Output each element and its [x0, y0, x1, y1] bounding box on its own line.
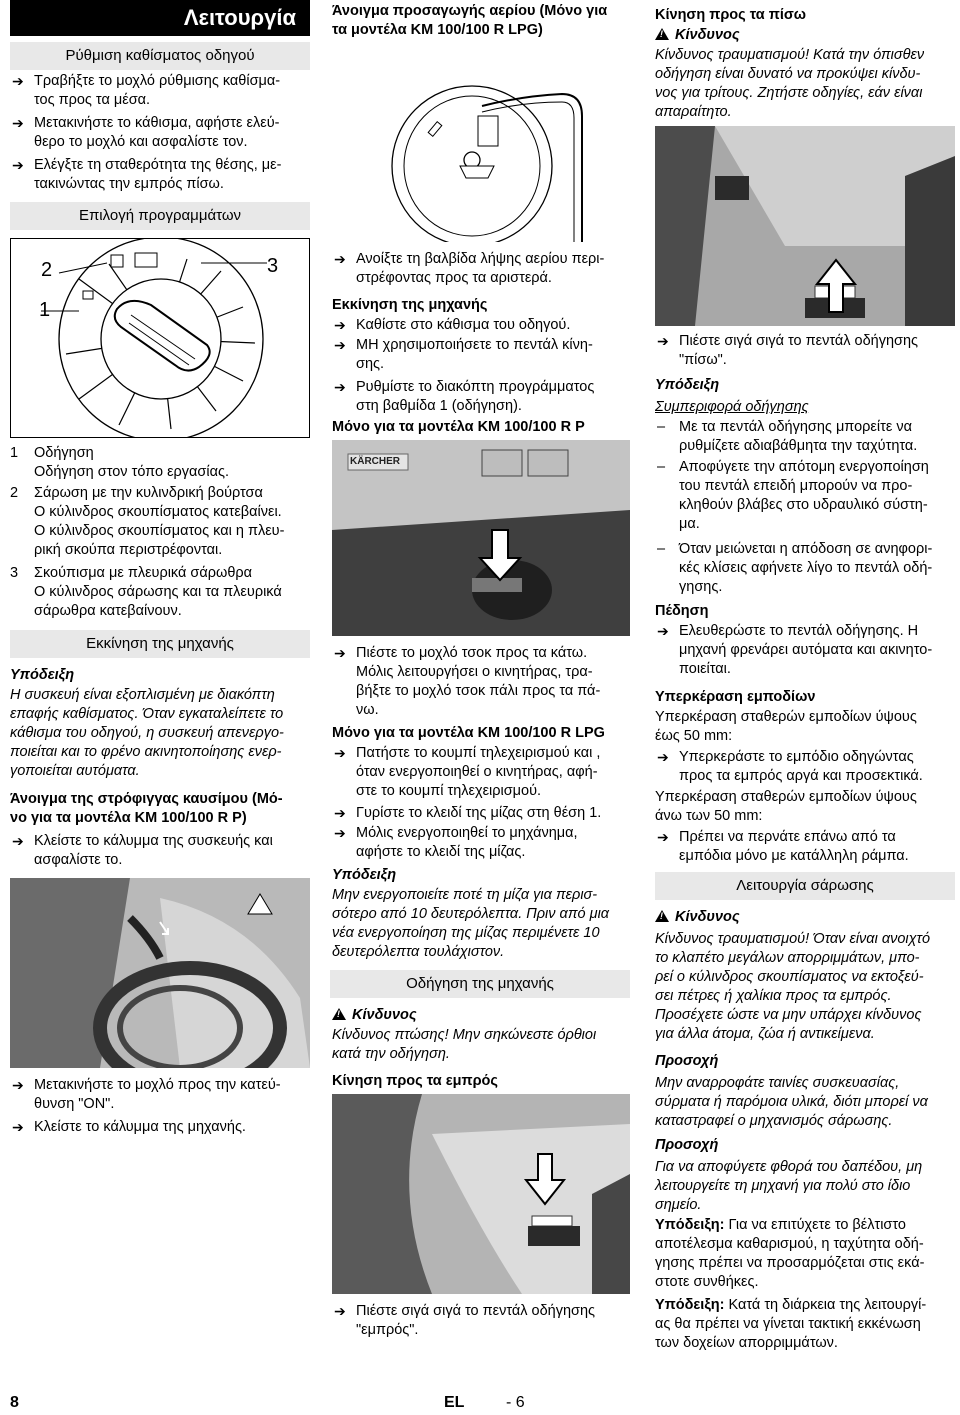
legend-number: 2: [10, 485, 19, 501]
note-title: Υπόδειξη: [655, 377, 720, 393]
caution-text: Για να αποφύγετε φθορά του δαπέδου, μη λειτουργείτε τη μηχανή για πολύ στο ίδιο σημείο.: [655, 1159, 923, 1213]
reverse-heading: Κίνηση προς τα πίσω: [655, 7, 807, 23]
tip-label: Υπόδειξη:: [655, 1297, 725, 1313]
fuel-tap-photo: [10, 878, 310, 1068]
fuel-tap-drawing: [10, 878, 310, 1068]
gas-valve-figure: [332, 46, 630, 242]
legend-text: Οδήγηση Οδήγηση στον τόπο εργασίας.: [34, 445, 229, 480]
danger-text: Κίνδυνος τραυματισμού! Κατά την όπισθεν οδήγηση είναι δυνατό να προκύψει κίνδυ- νος για τρίτους. Ζητήστε οδηγίες, εάν είναι απαραίτητο.: [655, 47, 925, 120]
program-dial-figure: [10, 238, 310, 438]
legend-text: Σάρωση με την κυλινδρική βούρτσα Ο κύλινδρος σκουπίσματος κατεβαίνει. Ο κύλινδρος σκουπίσματος και η πλευ- ρική σκούπα περιστρέφονται.: [34, 485, 285, 558]
behaviour-item: – Με τα πεντάλ οδήγησης μπορείτε να ρυθμίζετε αδιαβάθμητα την ταχύτητα.: [655, 418, 960, 456]
tip: [655, 1216, 955, 1292]
program-heading: Επιλογή προγραμμάτων: [10, 202, 310, 230]
fuel-step: ➔ Κλείστε το κάλυμμα της συσκευής και ασφαλίστε το.: [10, 832, 324, 870]
warning-icon: [655, 910, 669, 922]
gas-valve-drawing: [332, 46, 630, 242]
danger-title: [332, 1006, 417, 1025]
note-text: Μην ενεργοποιείτε ποτέ τη μίζα για περισ- σότερο από 10 δευτερόλεπτα. Πριν από μια νέα ενεργοποίηση της μίζας περιμένετε 10 δευτερόλεπτα τουλάχιστον.: [332, 887, 610, 960]
note-text: Η συσκευή είναι εξοπλισμένη με διακόπτη επαφής καθίσματος. Όταν εγκαταλείπετε το κάθισμα του οδηγού, η συσκευή απενεργο- ποιείται και το φρένο ακινητοποίησης ενερ- γοποιείται αυτόματα.: [10, 687, 284, 779]
lever-step: ➔ Μετακινήστε το μοχλό προς την κατεύ- θυνση "ON".: [10, 1076, 324, 1114]
lpg-step: ➔ Πατήστε το κουμπί τηλεχειρισμού και , όταν ενεργοποιηθεί ο κινητήρας, αφή- στε το κουμπί τηλεχειρισμού.: [332, 744, 646, 801]
legend-text: Σκούπισμα με πλευρικά σάρωθρα Ο κύλινδρος σάρωσης και τα πλευρικά σάρωθρα κατεβαίνουν.: [34, 565, 282, 619]
obstacle-heading: Υπερκέραση εμποδίων: [655, 689, 816, 705]
choke-photo: [332, 440, 630, 636]
lever-step: ➔ Κλείστε το κάλυμμα της μηχανής.: [10, 1118, 324, 1137]
caution-text: Μην αναρροφάτε ταινίες συσκευασίας, σύρματα ή παρόμοια υλικά, διότι μπορεί να καταστραφεί ο μηχανισμός σάρωσης.: [655, 1075, 928, 1129]
seat-step: ➔ Μετακινήστε το κάθισμα, αφήστε ελεύ- θερο το μοχλό και ασφαλίστε τον.: [10, 114, 324, 152]
reverse-step: ➔ Πιέστε σιγά σιγά το πεντάλ οδήγησης "πίσω".: [655, 332, 960, 370]
forward-pedal-drawing: [332, 1094, 630, 1294]
legend-number: 3: [10, 565, 19, 581]
choke-drawing: [332, 440, 630, 636]
start-step: ➔ Καθίστε στο κάθισμα του οδηγού.: [332, 316, 646, 335]
gas-step: ➔ Ανοίξτε τη βαλβίδα λήψης αερίου περι- στρέφοντας προς τα αριστερά.: [332, 250, 646, 288]
page-title-text: Λειτουργία: [183, 5, 296, 30]
danger-text: Κίνδυνος τραυματισμού! Όταν είναι ανοιχτό το κλαπέτο μεγάλων απορριμμάτων, μπο- ρεί ο κύλινδρος σκουπίσματος να εκτοξεύ- σει πέτρες ή χαλίκια προς τα εμπρός. Προσέχετε ώστε να μην υπάρχει κίνδυνος για άλλα άτομα, ζώα ή αντικείμενα.: [655, 931, 931, 1042]
forward-heading: Κίνηση προς τα εμπρός: [332, 1073, 498, 1089]
forward-pedal-photo: [332, 1094, 630, 1294]
lpg-step: ➔ Γυρίστε το κλειδί της μίζας στη θέση 1.: [332, 804, 646, 823]
sweep-heading: Λειτουργία σάρωσης: [655, 872, 955, 900]
engine-heading: Εκκίνηση της μηχανής: [10, 630, 310, 658]
seat-heading: Ρύθμιση καθίσματος οδηγού: [10, 42, 310, 70]
behaviour-title: Συμπεριφορά οδήγησης: [655, 399, 809, 415]
danger-title-text: Κίνδυνος: [352, 1007, 417, 1023]
danger-title-text: Κίνδυνος: [675, 909, 740, 925]
brake-step: ➔ Ελευθερώστε το πεντάλ οδήγησης. Η μηχανή φρενάρει αυτόματα και ακινητο- ποιείται.: [655, 622, 960, 679]
tip: [655, 1296, 955, 1353]
reverse-pedal-photo: [655, 126, 955, 326]
seat-step: ➔ Τραβήξτε το μοχλό ρύθμισης καθίσμα- τος προς τα μέσα.: [10, 72, 324, 110]
lpg-step: ➔ Μόλις ενεργοποιηθεί το μηχάνημα, αφήστε το κλειδί της μίζας.: [332, 824, 646, 862]
page-title: [10, 0, 310, 36]
language-code: EL: [444, 1394, 465, 1411]
gas-heading: Άνοιγμα προσαγωγής αερίου (Μόνο για τα μοντέλα KM 100/100 R LPG): [332, 3, 608, 38]
dial-label-1: 1: [39, 299, 51, 321]
page-subnumber: - 6: [506, 1394, 525, 1411]
start-step: ➔ Ρυθμίστε το διακόπτη προγράμματος στη βαθμίδα 1 (οδήγηση).: [332, 378, 646, 416]
legend-item: [10, 484, 310, 564]
danger-title-text: Κίνδυνος: [675, 27, 740, 43]
warning-icon: [655, 28, 669, 40]
danger-text: Κίνδυνος πτώσης! Μην σηκώνεστε όρθιοι κατά την οδήγηση.: [332, 1027, 597, 1062]
lpg-heading: Μόνο για τα μοντέλα KM 100/100 R LPG: [332, 725, 605, 741]
legend-item: [10, 564, 310, 624]
caution-title: Προσοχή: [655, 1137, 719, 1153]
start-heading: Εκκίνηση της μηχανής: [332, 297, 488, 313]
obstacle-step: ➔ Πρέπει να περνάτε επάνω από τα εμπόδια μόνο με κατάλληλη ράμπα.: [655, 828, 960, 866]
tip-text: Για να επιτύχετε το βέλτιστο αποτέλεσμα καθαρισμού, η ταχύτητα οδή- γησης πρέπει να προσαρμόζεται στις εκά- στοτε συνθήκες.: [655, 1217, 925, 1290]
driving-heading: Οδήγηση της μηχανής: [330, 970, 630, 998]
behaviour-item: – Αποφύγετε την απότομη ενεργοποίηση του πεντάλ επειδή μπορούν να προ- κληθούν βλάβες στο υδραυλικό σύστη- μα.: [655, 458, 960, 534]
legend-number: 1: [10, 445, 19, 461]
p-heading: Μόνο για τα μοντέλα KM 100/100 R P: [332, 419, 585, 435]
program-dial-drawing: [11, 239, 309, 437]
page-number: 8: [10, 1394, 19, 1411]
obstacle-step: ➔ Υπερκεράστε το εμπόδιο οδηγώντας προς τα εμπρός αργά και προσεκτικά.: [655, 748, 960, 786]
note-title: Υπόδειξη: [10, 667, 75, 683]
tip-label: Υπόδειξη:: [655, 1217, 725, 1233]
obstacle-text: Υπερκέραση σταθερών εμποδίων ύψους άνω των 50 mm:: [655, 789, 917, 824]
start-step: ➔ ΜΗ χρησιμοποιήσετε το πεντάλ κίνη- σης.: [332, 336, 646, 374]
reverse-pedal-drawing: [655, 126, 955, 326]
caution-title: Προσοχή: [655, 1053, 719, 1069]
behaviour-item: – Όταν μειώνεται η απόδοση σε ανηφορι- κές κλίσεις αφήνετε λίγο το πεντάλ οδή- γησης.: [655, 540, 960, 597]
tip-text: Κατά τη διάρκεια της λειτουργί- ας θα πρέπει να γίνεται τακτική εκκένωση των δοχείων απορριμμάτων.: [655, 1297, 927, 1351]
obstacle-text: Υπερκέραση σταθερών εμποδίων ύψους έως 50 mm:: [655, 709, 917, 744]
forward-step: ➔ Πιέστε σιγά σιγά το πεντάλ οδήγησης "εμπρός".: [332, 1302, 646, 1340]
seat-step: ➔ Ελέγξτε τη σταθερότητα της θέσης, με- τακινώντας την εμπρός πίσω.: [10, 156, 324, 194]
brand-label: KÄRCHER: [350, 456, 400, 467]
danger-title: [655, 908, 740, 927]
dial-label-3: 3: [267, 255, 279, 277]
choke-step: ➔ Πιέστε το μοχλό τσοκ προς τα κάτω. Μόλις λειτουργήσει ο κινητήρας, τρα- βήξτε το μοχλό τσοκ πάλι προς τα πά- νω.: [332, 644, 646, 720]
dial-label-2: 2: [41, 259, 53, 281]
brake-heading: Πέδηση: [655, 603, 709, 619]
danger-title: [655, 26, 740, 45]
note-title: Υπόδειξη: [332, 867, 397, 883]
warning-icon: [332, 1008, 346, 1020]
fuel-heading: Άνοιγμα της στρόφιγγας καυσίμου (Μό- νο για τα μοντέλα KM 100/100 R P): [10, 791, 283, 826]
